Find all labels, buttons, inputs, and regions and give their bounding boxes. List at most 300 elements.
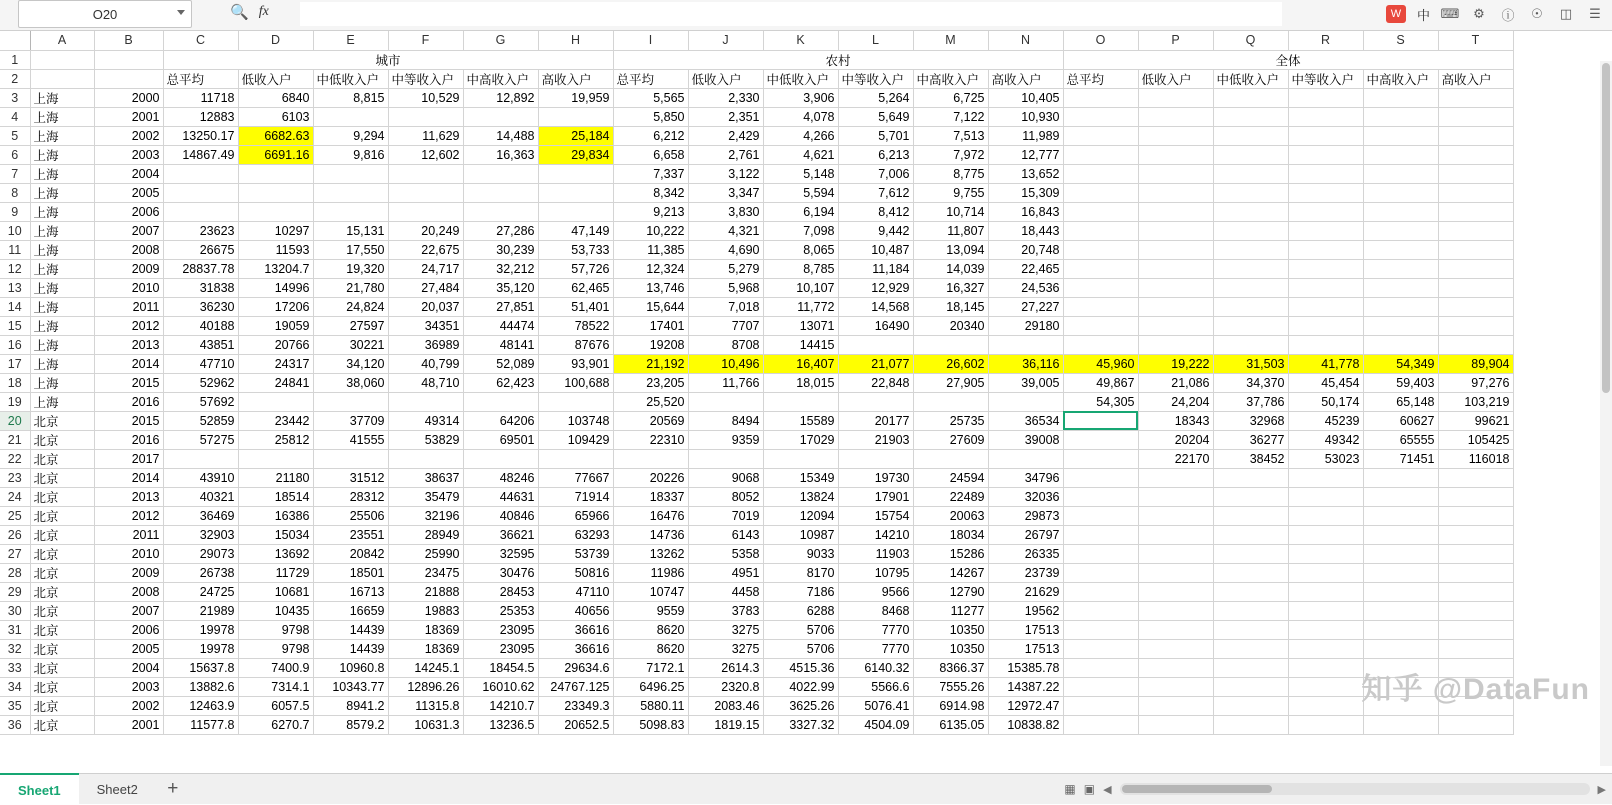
cell-G36[interactable]: 13236.5 [463,715,538,734]
cell-M33[interactable]: 8366.37 [913,658,988,677]
cell-I26[interactable]: 14736 [613,525,688,544]
cell-E36[interactable]: 8579.2 [313,715,388,734]
cell-B26[interactable]: 2011 [94,525,163,544]
cell-M25[interactable]: 20063 [913,506,988,525]
cell-J18[interactable]: 11,766 [688,373,763,392]
cell-Q27[interactable] [1213,544,1288,563]
cell-E33[interactable]: 10960.8 [313,658,388,677]
cell-G20[interactable]: 64206 [463,411,538,430]
cell-I6[interactable]: 6,658 [613,145,688,164]
cell-S31[interactable] [1363,620,1438,639]
cell-R27[interactable] [1288,544,1363,563]
cell-M22[interactable] [913,449,988,468]
cell-O17[interactable]: 45,960 [1063,354,1138,373]
cell-C6[interactable]: 14867.49 [163,145,238,164]
cell-I23[interactable]: 20226 [613,468,688,487]
cell-M19[interactable] [913,392,988,411]
cell-K6[interactable]: 4,621 [763,145,838,164]
cell-I31[interactable]: 8620 [613,620,688,639]
cell-G33[interactable]: 18454.5 [463,658,538,677]
cell-D7[interactable] [238,164,313,183]
cell-N18[interactable]: 39,005 [988,373,1063,392]
cell-M10[interactable]: 11,807 [913,221,988,240]
cell-M15[interactable]: 20340 [913,316,988,335]
cell-I29[interactable]: 10747 [613,582,688,601]
cell-N31[interactable]: 17513 [988,620,1063,639]
cell-G22[interactable] [463,449,538,468]
cell-H11[interactable]: 53,733 [538,240,613,259]
cell-B23[interactable]: 2014 [94,468,163,487]
cell-R20[interactable]: 45239 [1288,411,1363,430]
cell-G29[interactable]: 28453 [463,582,538,601]
column-header-B[interactable]: B [94,31,163,50]
column-header-Q[interactable]: Q [1213,31,1288,50]
cell-O5[interactable] [1063,126,1138,145]
cell-F24[interactable]: 35479 [388,487,463,506]
cell-I16[interactable]: 19208 [613,335,688,354]
cell-R4[interactable] [1288,107,1363,126]
cell-L35[interactable]: 5076.41 [838,696,913,715]
row-header-35[interactable]: 35 [0,696,30,715]
cell-O28[interactable] [1063,563,1138,582]
row-header-21[interactable]: 21 [0,430,30,449]
sheet-tab-sheet2[interactable]: Sheet2 [96,781,138,797]
cell-N14[interactable]: 27,227 [988,297,1063,316]
cell-P30[interactable] [1138,601,1213,620]
cell-R21[interactable]: 49342 [1288,430,1363,449]
cell-F14[interactable]: 20,037 [388,297,463,316]
cell-M16[interactable] [913,335,988,354]
cell-G32[interactable]: 23095 [463,639,538,658]
cell-R10[interactable] [1288,221,1363,240]
cell-H25[interactable]: 65966 [538,506,613,525]
cell-P29[interactable] [1138,582,1213,601]
cell-D33[interactable]: 7400.9 [238,658,313,677]
cell-O25[interactable] [1063,506,1138,525]
cell-G21[interactable]: 69501 [463,430,538,449]
spreadsheet-grid[interactable] [0,31,1514,735]
cell-S3[interactable] [1363,88,1438,107]
cell-G16[interactable]: 48141 [463,335,538,354]
cell-J26[interactable]: 6143 [688,525,763,544]
table-row[interactable] [0,525,1513,544]
table-row[interactable] [0,221,1513,240]
cell-H36[interactable]: 20652.5 [538,715,613,734]
cell-S13[interactable] [1363,278,1438,297]
cell-T26[interactable] [1438,525,1513,544]
fx-icon[interactable]: fx [258,4,269,19]
cell-G15[interactable]: 44474 [463,316,538,335]
table-row[interactable] [0,715,1513,734]
cell-Q29[interactable] [1213,582,1288,601]
cell-O13[interactable] [1063,278,1138,297]
cell-C3[interactable]: 11718 [163,88,238,107]
cell-C5[interactable]: 13250.17 [163,126,238,145]
cell-E26[interactable]: 23551 [313,525,388,544]
cell-D28[interactable]: 11729 [238,563,313,582]
cell-H2[interactable]: 高收入户 [538,69,613,88]
cell-J10[interactable]: 4,321 [688,221,763,240]
cell-T16[interactable] [1438,335,1513,354]
cell-G3[interactable]: 12,892 [463,88,538,107]
cell-F13[interactable]: 27,484 [388,278,463,297]
cell-A8[interactable]: 上海 [30,183,94,202]
cell-H16[interactable]: 87676 [538,335,613,354]
cell-P35[interactable] [1138,696,1213,715]
cell-A15[interactable]: 上海 [30,316,94,335]
cell-R25[interactable] [1288,506,1363,525]
cell-M28[interactable]: 14267 [913,563,988,582]
cell-J34[interactable]: 2320.8 [688,677,763,696]
cell-B9[interactable]: 2006 [94,202,163,221]
cell-I34[interactable]: 6496.25 [613,677,688,696]
cell-D14[interactable]: 17206 [238,297,313,316]
row-header-8[interactable]: 8 [0,183,30,202]
cell-D34[interactable]: 7314.1 [238,677,313,696]
cell-O24[interactable] [1063,487,1138,506]
cell-C18[interactable]: 52962 [163,373,238,392]
cell-Q16[interactable] [1213,335,1288,354]
cell-D3[interactable]: 6840 [238,88,313,107]
cell-L22[interactable] [838,449,913,468]
cell-M18[interactable]: 27,905 [913,373,988,392]
select-all-corner[interactable] [0,31,30,50]
cell-B14[interactable]: 2011 [94,297,163,316]
cell-E11[interactable]: 17,550 [313,240,388,259]
cell-A7[interactable]: 上海 [30,164,94,183]
cell-B18[interactable]: 2015 [94,373,163,392]
column-header-R[interactable]: R [1288,31,1363,50]
cell-A13[interactable]: 上海 [30,278,94,297]
cell-Q13[interactable] [1213,278,1288,297]
cell-J25[interactable]: 7019 [688,506,763,525]
cell-P31[interactable] [1138,620,1213,639]
cell-Q2[interactable]: 中低收入户 [1213,69,1288,88]
cell-K4[interactable]: 4,078 [763,107,838,126]
cell-T11[interactable] [1438,240,1513,259]
cell-F12[interactable]: 24,717 [388,259,463,278]
table-row[interactable] [0,430,1513,449]
cell-C31[interactable]: 19978 [163,620,238,639]
cell-D23[interactable]: 21180 [238,468,313,487]
cell-G7[interactable] [463,164,538,183]
cell-C26[interactable]: 32903 [163,525,238,544]
cell-F15[interactable]: 34351 [388,316,463,335]
cell-T4[interactable] [1438,107,1513,126]
cell-M34[interactable]: 7555.26 [913,677,988,696]
column-header-C[interactable]: C [163,31,238,50]
cell-C30[interactable]: 21989 [163,601,238,620]
cell-F18[interactable]: 48,710 [388,373,463,392]
cell-E18[interactable]: 38,060 [313,373,388,392]
cell-G30[interactable]: 25353 [463,601,538,620]
cell-C15[interactable]: 40188 [163,316,238,335]
cell-S7[interactable] [1363,164,1438,183]
cell-D29[interactable]: 10681 [238,582,313,601]
cell-B32[interactable]: 2005 [94,639,163,658]
cell-T5[interactable] [1438,126,1513,145]
cell-O23[interactable] [1063,468,1138,487]
column-header-G[interactable]: G [463,31,538,50]
cell-F29[interactable]: 21888 [388,582,463,601]
cell-E9[interactable] [313,202,388,221]
cell-A6[interactable]: 上海 [30,145,94,164]
row-header-36[interactable]: 36 [0,715,30,734]
cell-O32[interactable] [1063,639,1138,658]
cell-F30[interactable]: 19883 [388,601,463,620]
cell-I27[interactable]: 13262 [613,544,688,563]
cell-O14[interactable] [1063,297,1138,316]
cell-T9[interactable] [1438,202,1513,221]
cell-Q36[interactable] [1213,715,1288,734]
cell-Q10[interactable] [1213,221,1288,240]
cell-L2[interactable]: 中等收入户 [838,69,913,88]
cell-K9[interactable]: 6,194 [763,202,838,221]
formula-input[interactable] [300,2,1282,26]
row-header-15[interactable]: 15 [0,316,30,335]
page-view-icon[interactable]: ▣ [1083,782,1096,796]
cell-A2[interactable] [30,69,94,88]
cell-C4[interactable]: 12883 [163,107,238,126]
cell-H15[interactable]: 78522 [538,316,613,335]
cell-O21[interactable] [1063,430,1138,449]
cell-J21[interactable]: 9359 [688,430,763,449]
cell-N7[interactable]: 13,652 [988,164,1063,183]
cell-L27[interactable]: 11903 [838,544,913,563]
cell-R14[interactable] [1288,297,1363,316]
cell-R29[interactable] [1288,582,1363,601]
cell-A16[interactable]: 上海 [30,335,94,354]
column-header-J[interactable]: J [688,31,763,50]
row-header-27[interactable]: 27 [0,544,30,563]
cell-T29[interactable] [1438,582,1513,601]
cell-N17[interactable]: 36,116 [988,354,1063,373]
cell-Q28[interactable] [1213,563,1288,582]
cell-O10[interactable] [1063,221,1138,240]
cell-S9[interactable] [1363,202,1438,221]
cell-J5[interactable]: 2,429 [688,126,763,145]
cell-G4[interactable] [463,107,538,126]
cell-O20[interactable] [1063,411,1138,430]
cell-A22[interactable]: 北京 [30,449,94,468]
cell-Q11[interactable] [1213,240,1288,259]
cell-I4[interactable]: 5,850 [613,107,688,126]
cell-S30[interactable] [1363,601,1438,620]
cell-B34[interactable]: 2003 [94,677,163,696]
cell-I10[interactable]: 10,222 [613,221,688,240]
cell-K20[interactable]: 15589 [763,411,838,430]
cell-A35[interactable]: 北京 [30,696,94,715]
cell-O33[interactable] [1063,658,1138,677]
cell-O19[interactable]: 54,305 [1063,392,1138,411]
cell-L20[interactable]: 20177 [838,411,913,430]
table-row[interactable] [0,354,1513,373]
table-row[interactable] [0,696,1513,715]
table-row[interactable] [0,145,1513,164]
cell-O2[interactable]: 总平均 [1063,69,1138,88]
table-row[interactable] [0,468,1513,487]
cell-D24[interactable]: 18514 [238,487,313,506]
row-header-16[interactable]: 16 [0,335,30,354]
cell-P17[interactable]: 19,222 [1138,354,1213,373]
cell-G14[interactable]: 27,851 [463,297,538,316]
cell-N20[interactable]: 36534 [988,411,1063,430]
cell-E16[interactable]: 30221 [313,335,388,354]
cell-T8[interactable] [1438,183,1513,202]
table-row[interactable] [0,278,1513,297]
vertical-scrollbar-thumb[interactable] [1602,63,1610,393]
row-header-7[interactable]: 7 [0,164,30,183]
cell-N16[interactable] [988,335,1063,354]
cell-F28[interactable]: 23475 [388,563,463,582]
cell-G27[interactable]: 32595 [463,544,538,563]
cell-S23[interactable] [1363,468,1438,487]
sheet-tab-sheet1[interactable]: Sheet1 [0,773,79,805]
cell-H28[interactable]: 50816 [538,563,613,582]
cell-K12[interactable]: 8,785 [763,259,838,278]
cell-L34[interactable]: 5566.6 [838,677,913,696]
cell-H23[interactable]: 77667 [538,468,613,487]
cell-E34[interactable]: 10343.77 [313,677,388,696]
cell-C27[interactable]: 29073 [163,544,238,563]
cell-F34[interactable]: 12896.26 [388,677,463,696]
cell-M14[interactable]: 18,145 [913,297,988,316]
cell-A14[interactable]: 上海 [30,297,94,316]
cell-F23[interactable]: 38637 [388,468,463,487]
cell-P24[interactable] [1138,487,1213,506]
cell-L26[interactable]: 14210 [838,525,913,544]
grid-view-icon[interactable]: ▦ [1064,782,1076,796]
cell-Q26[interactable] [1213,525,1288,544]
cell-D22[interactable] [238,449,313,468]
cell-G24[interactable]: 44631 [463,487,538,506]
cell-D31[interactable]: 9798 [238,620,313,639]
table-row[interactable] [0,69,1513,88]
cell-E5[interactable]: 9,294 [313,126,388,145]
cell-H26[interactable]: 63293 [538,525,613,544]
row-header-29[interactable]: 29 [0,582,30,601]
cell-N30[interactable]: 19562 [988,601,1063,620]
cell-G18[interactable]: 62,423 [463,373,538,392]
cell-K21[interactable]: 17029 [763,430,838,449]
calculator-icon[interactable]: ◫ [1559,6,1573,21]
cell-K33[interactable]: 4515.36 [763,658,838,677]
cell-F31[interactable]: 18369 [388,620,463,639]
cell-A19[interactable]: 上海 [30,392,94,411]
cell-D13[interactable]: 14996 [238,278,313,297]
cell-Q35[interactable] [1213,696,1288,715]
cell-J3[interactable]: 2,330 [688,88,763,107]
cell-B27[interactable]: 2010 [94,544,163,563]
cell-E22[interactable] [313,449,388,468]
cell-O35[interactable] [1063,696,1138,715]
sheet-scroll-area[interactable] [0,31,1612,766]
cell-J9[interactable]: 3,830 [688,202,763,221]
cell-E29[interactable]: 16713 [313,582,388,601]
cell-G34[interactable]: 16010.62 [463,677,538,696]
cell-C9[interactable] [163,202,238,221]
cell-S12[interactable] [1363,259,1438,278]
cell-E10[interactable]: 15,131 [313,221,388,240]
cell-C14[interactable]: 36230 [163,297,238,316]
cell-L25[interactable]: 15754 [838,506,913,525]
cell-O4[interactable] [1063,107,1138,126]
cell-E30[interactable]: 16659 [313,601,388,620]
cell-N4[interactable]: 10,930 [988,107,1063,126]
cell-D20[interactable]: 23442 [238,411,313,430]
cell-R19[interactable]: 50,174 [1288,392,1363,411]
cell-R23[interactable] [1288,468,1363,487]
cell-R32[interactable] [1288,639,1363,658]
cell-F20[interactable]: 49314 [388,411,463,430]
cell-A5[interactable]: 上海 [30,126,94,145]
row-header-23[interactable]: 23 [0,468,30,487]
cell-H32[interactable]: 36616 [538,639,613,658]
cell-D35[interactable]: 6057.5 [238,696,313,715]
cell-O29[interactable] [1063,582,1138,601]
cell-S15[interactable] [1363,316,1438,335]
cell-I5[interactable]: 6,212 [613,126,688,145]
cell-E7[interactable] [313,164,388,183]
cell-Q15[interactable] [1213,316,1288,335]
cell-T25[interactable] [1438,506,1513,525]
cell-B31[interactable]: 2006 [94,620,163,639]
cell-A33[interactable]: 北京 [30,658,94,677]
cell-S6[interactable] [1363,145,1438,164]
row-header-24[interactable]: 24 [0,487,30,506]
cell-F35[interactable]: 11315.8 [388,696,463,715]
table-row[interactable] [0,639,1513,658]
cell-A23[interactable]: 北京 [30,468,94,487]
cell-G25[interactable]: 40846 [463,506,538,525]
cell-R2[interactable]: 中等收入户 [1288,69,1363,88]
cell-E27[interactable]: 20842 [313,544,388,563]
cell-N27[interactable]: 26335 [988,544,1063,563]
cell-S36[interactable] [1363,715,1438,734]
cell-S10[interactable] [1363,221,1438,240]
cell-K10[interactable]: 7,098 [763,221,838,240]
cell-C12[interactable]: 28837.78 [163,259,238,278]
cell-S21[interactable]: 65555 [1363,430,1438,449]
cell-M23[interactable]: 24594 [913,468,988,487]
cell-L23[interactable]: 19730 [838,468,913,487]
cell-K8[interactable]: 5,594 [763,183,838,202]
cell-K14[interactable]: 11,772 [763,297,838,316]
cell-K32[interactable]: 5706 [763,639,838,658]
cell-J22[interactable] [688,449,763,468]
cell-C24[interactable]: 40321 [163,487,238,506]
cell-F16[interactable]: 36989 [388,335,463,354]
cell-D30[interactable]: 10435 [238,601,313,620]
cell-H12[interactable]: 57,726 [538,259,613,278]
cell-Q23[interactable] [1213,468,1288,487]
cell-I33[interactable]: 7172.1 [613,658,688,677]
cell-K18[interactable]: 18,015 [763,373,838,392]
cell-J20[interactable]: 8494 [688,411,763,430]
cell-N32[interactable]: 17513 [988,639,1063,658]
cell-C25[interactable]: 36469 [163,506,238,525]
search-icon[interactable]: 🔍 [230,4,249,21]
cell-I17[interactable]: 21,192 [613,354,688,373]
cell-L29[interactable]: 9566 [838,582,913,601]
column-header-D[interactable]: D [238,31,313,50]
cell-A12[interactable]: 上海 [30,259,94,278]
cell-S27[interactable] [1363,544,1438,563]
cell-A9[interactable]: 上海 [30,202,94,221]
table-row[interactable] [0,411,1513,430]
cell-I22[interactable] [613,449,688,468]
cell-P4[interactable] [1138,107,1213,126]
